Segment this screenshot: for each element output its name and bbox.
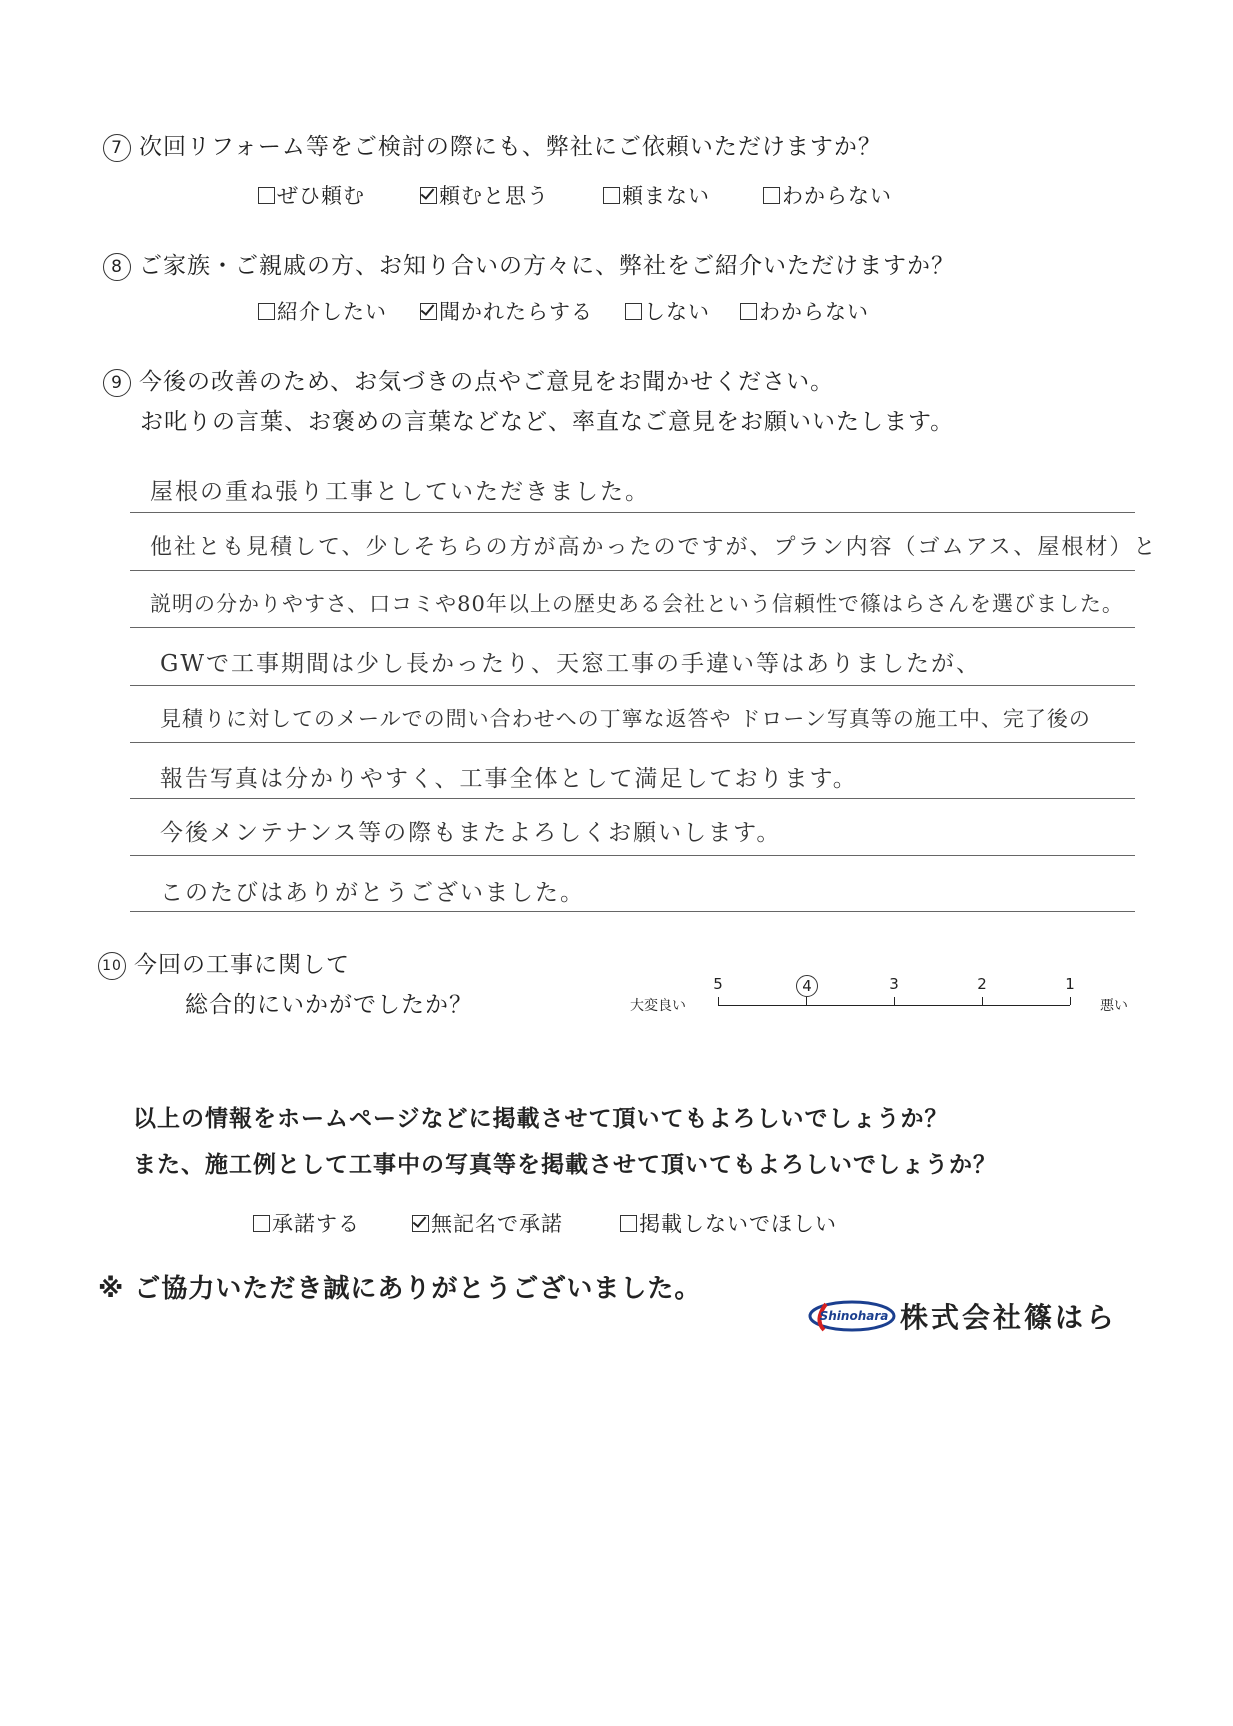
q9-text-line1: 今後の改善のため、お気づきの点やご意見をお聞かせください。 bbox=[139, 369, 835, 395]
q7-question bbox=[103, 128, 882, 162]
scale-tick bbox=[718, 997, 719, 1005]
answer-rule bbox=[130, 570, 1135, 571]
q10-number: 10 bbox=[98, 952, 126, 980]
answer-line-1: 屋根の重ね張り工事としていただきました。 bbox=[150, 479, 650, 505]
q10-question bbox=[98, 946, 350, 980]
q10-text-line1: 今回の工事に関して bbox=[134, 952, 350, 978]
publish-option-label: 承諾する bbox=[272, 1212, 360, 1236]
answer-line-6: 報告写真は分かりやすく、工事全体として満足しております。 bbox=[160, 766, 858, 792]
answer-rule bbox=[130, 798, 1135, 799]
q8-option-label: 聞かれたらする bbox=[439, 300, 593, 324]
scale-value[interactable]: 1 bbox=[1065, 975, 1075, 993]
thanks-message: ※ ご協力いただき誠にありがとうございました。 bbox=[98, 1274, 702, 1304]
answer-line-2: 他社とも見積して、少しそちらの方が高かったのですが、プラン内容（ゴムアス、屋根材）と bbox=[150, 535, 1158, 560]
q7-option-0[interactable] bbox=[258, 180, 365, 210]
q8-text: ご家族・ご親戚の方、お知り合いの方々に、弊社をご紹介いただけますか？ bbox=[139, 253, 955, 279]
rating-scale bbox=[630, 975, 1150, 1025]
answer-rule bbox=[130, 627, 1135, 628]
q8-option-3[interactable] bbox=[740, 296, 869, 326]
checkbox-checked-icon[interactable] bbox=[412, 1215, 429, 1232]
publish-option-0[interactable] bbox=[253, 1208, 360, 1238]
publish-question-line2: また、施工例として工事中の写真等を掲載させて頂いてもよろしいでしょうか？ bbox=[133, 1152, 997, 1178]
q7-option-2[interactable] bbox=[603, 180, 710, 210]
answer-rule bbox=[130, 685, 1135, 686]
scale-value[interactable]: 5 bbox=[713, 975, 723, 993]
scale-tick bbox=[806, 997, 807, 1005]
checkbox-icon[interactable] bbox=[253, 1215, 270, 1232]
q7-option-label: わからない bbox=[782, 184, 892, 208]
shinohara-logo-icon bbox=[808, 1296, 896, 1336]
checkbox-icon[interactable] bbox=[603, 187, 620, 204]
publish-option-label: 掲載しないでほしい bbox=[639, 1212, 837, 1236]
q8-option-label: しない bbox=[644, 300, 710, 324]
scale-value[interactable]: 3 bbox=[889, 975, 899, 993]
checkbox-icon[interactable] bbox=[740, 303, 757, 320]
scale-tick bbox=[894, 997, 895, 1005]
logo-text: Shinohara bbox=[819, 1309, 889, 1323]
answer-rule bbox=[130, 855, 1135, 856]
answer-line-4: GWで工事期間は少し長かったり、天窓工事の手違い等はありましたが、 bbox=[160, 651, 982, 677]
checkbox-icon[interactable] bbox=[620, 1215, 637, 1232]
q8-option-0[interactable] bbox=[258, 296, 387, 326]
q8-option-label: わからない bbox=[759, 300, 869, 324]
answer-line-3: 説明の分かりやすさ、口コミや80年以上の歴史ある会社という信頼性で篠はらさんを選びました。 bbox=[150, 592, 1124, 616]
q8-number: 8 bbox=[103, 253, 131, 281]
q7-option-1[interactable] bbox=[420, 180, 549, 210]
q8-option-2[interactable] bbox=[625, 296, 710, 326]
checkbox-checked-icon[interactable] bbox=[420, 303, 437, 320]
answer-rule bbox=[130, 742, 1135, 743]
checkbox-icon[interactable] bbox=[258, 303, 275, 320]
scale-value[interactable]: 2 bbox=[977, 975, 987, 993]
q7-option-label: 頼まない bbox=[622, 184, 710, 208]
q7-option-label: 頼むと思う bbox=[439, 184, 549, 208]
q10-text-line2: 総合的にいかがでしたか？ bbox=[185, 992, 473, 1018]
checkbox-icon[interactable] bbox=[625, 303, 642, 320]
answer-rule bbox=[130, 911, 1135, 912]
scale-left-label: 大変良い bbox=[630, 998, 686, 1014]
q9-text-line2: お叱りの言葉、お褒めの言葉などなど、率直なご意見をお願いいたします。 bbox=[140, 409, 955, 435]
company-logo bbox=[808, 1296, 896, 1340]
checkbox-icon[interactable] bbox=[763, 187, 780, 204]
company-name: 株式会社篠はら bbox=[900, 1301, 1118, 1334]
answer-rule bbox=[130, 512, 1135, 513]
publish-question-line1: 以上の情報をホームページなどに掲載させて頂いてもよろしいでしょうか？ bbox=[133, 1106, 949, 1132]
q7-option-label: ぜひ頼む bbox=[277, 184, 365, 208]
q7-text: 次回リフォーム等をご検討の際にも、弊社にご依頼いただけますか？ bbox=[139, 134, 882, 160]
publish-option-1[interactable] bbox=[412, 1208, 563, 1238]
q8-option-label: 紹介したい bbox=[277, 300, 387, 324]
scale-tick bbox=[1070, 997, 1071, 1005]
scale-value-selected[interactable]: 4 bbox=[796, 975, 818, 997]
publish-option-label: 無記名で承諾 bbox=[431, 1212, 563, 1236]
publish-option-2[interactable] bbox=[620, 1208, 837, 1238]
q8-question bbox=[103, 247, 955, 281]
checkbox-icon[interactable] bbox=[258, 187, 275, 204]
answer-line-5: 見積りに対してのメールでの問い合わせへの丁寧な返答や ドローン写真等の施工中、完了後の bbox=[160, 707, 1091, 731]
checkbox-checked-icon[interactable] bbox=[420, 187, 437, 204]
q8-option-1[interactable] bbox=[420, 296, 593, 326]
scale-tick bbox=[982, 997, 983, 1005]
scale-line bbox=[718, 1005, 1070, 1006]
q9-number: 9 bbox=[103, 369, 131, 397]
q7-option-3[interactable] bbox=[763, 180, 892, 210]
answer-line-8: このたびはありがとうございました。 bbox=[160, 880, 585, 906]
answer-line-7: 今後メンテナンス等の際もまたよろしくお願いします。 bbox=[160, 820, 782, 846]
q7-number: 7 bbox=[103, 134, 131, 162]
scale-right-label: 悪い bbox=[1100, 998, 1128, 1014]
q9-question bbox=[103, 363, 834, 397]
